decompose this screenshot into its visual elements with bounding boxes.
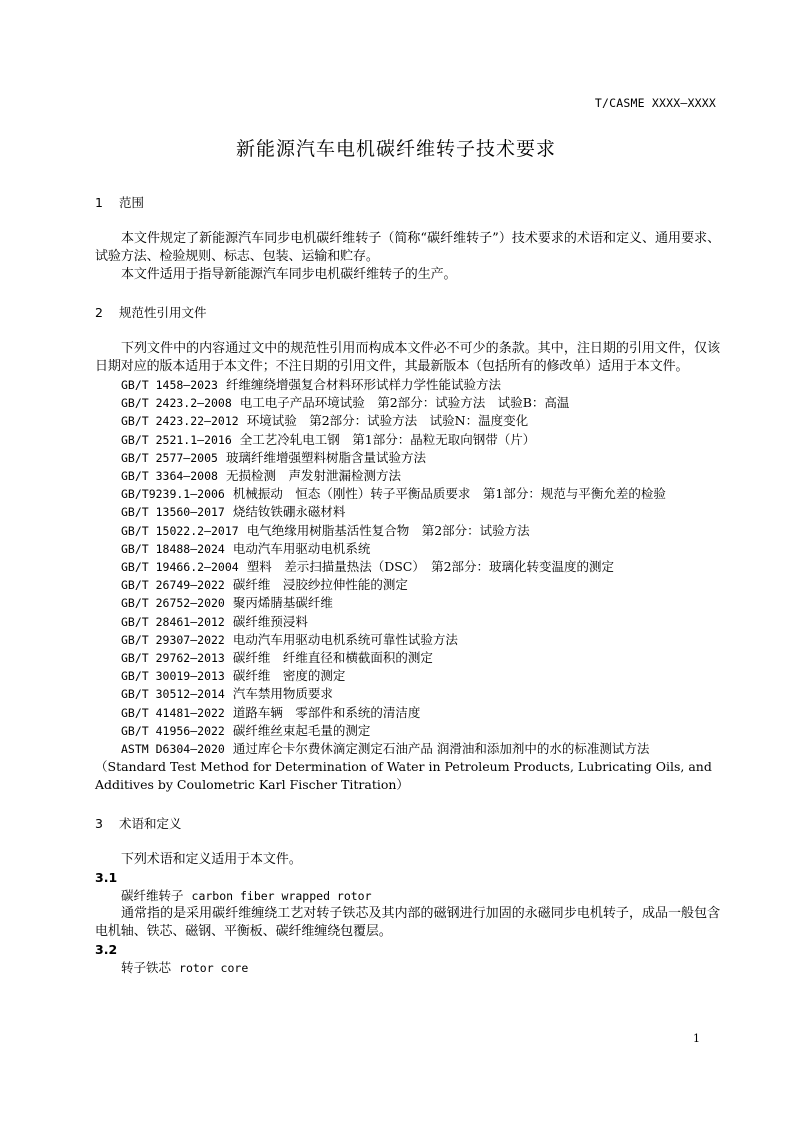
reference-title: 聚丙烯腈基碳纤维 [232, 595, 333, 611]
reference-code: GB/T 1458—2023 [121, 378, 218, 392]
document-body [95, 194, 720, 977]
reference-code: GB/T 26752—2020 [121, 596, 225, 611]
clause-number: 3.1 [95, 869, 118, 885]
reference-item [95, 576, 720, 594]
reference-code: GB/T 41481—2022 [121, 705, 225, 720]
reference-code: GB/T 2577—2005 [121, 450, 218, 465]
reference-code: GB/T 2423.2—2008 [121, 396, 232, 411]
scope-paragraph-2: 本文件适用于指导新能源汽车同步电机碳纤维转子的生产。 [121, 267, 457, 282]
scope-paragraph-1: 本文件规定了新能源汽车同步电机碳纤维转子（简称“碳纤维转子”）技术要求的术语和定义、通用要求、试验方法、检验规则、标志、包装、运输和贮存。 [95, 231, 720, 264]
reference-item [95, 431, 720, 449]
reference-code: GB/T 19466.2—2004 [121, 560, 239, 575]
reference-title: 玻璃纤维增强塑料树脂含量试验方法 [225, 449, 426, 465]
term-entry [95, 887, 720, 905]
reference-code: GB/T 41956—2022 [121, 723, 225, 738]
normative-intro: 下列文件中的内容通过文中的规范性引用而构成本文件必不可少的条款。其中，注日期的引用文件，仅该日期对应的版本适用于本文件；不注日期的引用文件，其最新版本（包括所有的修改单）适用于本文件。 [95, 341, 720, 374]
reference-item [95, 467, 720, 485]
reference-item [95, 722, 720, 740]
reference-code: GB/T 2423.22—2012 [121, 414, 239, 429]
reference-title: 烧结钕铁硼永磁材料 [232, 504, 346, 520]
reference-title: 电动汽车用驱动电机系统 [232, 540, 371, 556]
reference-code: GB/T 30512—2014 [121, 687, 225, 702]
reference-code: GB/T 15022.2—2017 [121, 523, 239, 538]
section-title: 规范性引用文件 [118, 305, 207, 320]
reference-code: GB/T 26749—2022 [121, 578, 225, 593]
reference-title: 碳纤维预浸料 [232, 613, 308, 629]
reference-title: 机械振动 恒态（刚性）转子平衡品质要求 第1部分：规范与平衡允差的检验 [232, 486, 666, 502]
reference-title: 碳纤维 纤维直径和横截面积的测定 [232, 650, 433, 666]
section-heading-terms-definitions [95, 815, 720, 833]
reference-title: 碳纤维 浸胶纱拉伸性能的测定 [232, 577, 408, 593]
reference-code: GB/T 28461—2012 [121, 614, 225, 629]
reference-list [95, 376, 720, 795]
reference-code: GB/T 29762—2013 [121, 651, 225, 666]
reference-title: 纤维缠绕增强复合材料环形试样力学性能试验方法 [225, 377, 501, 392]
section-heading-scope [95, 194, 720, 212]
reference-item [95, 503, 720, 521]
reference-item [95, 558, 720, 576]
clause-number: 3.2 [95, 941, 118, 957]
reference-title: 汽车禁用物质要求 [232, 686, 333, 702]
reference-item [95, 740, 720, 795]
section-title: 术语和定义 [118, 815, 182, 831]
terms-intro: 下列术语和定义适用于本文件。 [121, 851, 302, 867]
reference-code: GB/T 13560—2017 [121, 505, 225, 520]
reference-code: GB/T 18488—2024 [121, 541, 225, 556]
document-title: 新能源汽车电机碳纤维转子技术要求 [235, 138, 556, 160]
reference-item [95, 667, 720, 685]
reference-title: 环境试验 第2部分：试验方法 试验N：温度变化 [246, 413, 529, 429]
reference-item [95, 685, 720, 703]
reference-item [95, 522, 720, 540]
term-english: carbon fiber wrapped rotor [191, 888, 372, 903]
page-number: 1 [693, 1032, 700, 1045]
section-number: 3 [95, 815, 103, 831]
reference-title: 电动汽车用驱动电机系统可靠性试验方法 [232, 631, 458, 647]
reference-code: GB/T9239.1—2006 [121, 487, 225, 502]
reference-code: GB/T 29307—2022 [121, 632, 225, 647]
reference-title: 塑料 差示扫描量热法（DSC） 第2部分：玻璃化转变温度的测定 [246, 559, 615, 575]
term-entry [95, 959, 720, 977]
section-title: 范围 [118, 195, 144, 210]
reference-title: 通过库仑卡尔费休滴定测定石油产品 润滑油和添加剂中的水的标准测试方法（Standard Test Method for Determination of Water in Petroleum Products, Lubricating Oils, and Additives by Coulometric Karl Fischer Titration） [95, 741, 712, 793]
reference-title: 无损检测 声发射泄漏检测方法 [225, 468, 401, 484]
reference-code: GB/T 30019—2013 [121, 669, 225, 684]
reference-item [95, 631, 720, 649]
reference-item [95, 449, 720, 467]
reference-title: 碳纤维 密度的测定 [232, 668, 346, 684]
reference-item [95, 394, 720, 412]
reference-title: 电气绝缘用树脂基活性复合物 第2部分：试验方法 [246, 522, 530, 538]
term-definition: 通常指的是采用碳纤维缠绕工艺对转子铁芯及其内部的磁钢进行加固的永磁同步电机转子，成品一般包含电机轴、铁芯、磁钢、平衡板、碳纤维缠绕包覆层。 [95, 905, 720, 939]
section-number: 2 [95, 305, 103, 320]
reference-code: ASTM D6304—2020 [121, 742, 225, 757]
reference-code: GB/T 3364—2008 [121, 469, 218, 484]
reference-item [95, 485, 720, 503]
reference-title: 道路车辆 零部件和系统的清洁度 [232, 704, 421, 720]
reference-title: 全工艺冷轧电工钢 第1部分：晶粒无取向钢带（片） [239, 431, 536, 447]
term-english: rotor core [179, 960, 249, 975]
term-chinese: 转子铁芯 [121, 959, 172, 975]
reference-item [95, 594, 720, 612]
reference-title: 电工电子产品环境试验 第2部分：试验方法 试验B：高温 [239, 395, 570, 411]
reference-item [95, 704, 720, 722]
document-code: T/CASME XXXX—XXXX [594, 96, 716, 110]
reference-item [95, 412, 720, 430]
reference-item [95, 613, 720, 631]
section-number: 1 [95, 195, 103, 210]
reference-item [95, 376, 720, 394]
reference-item [95, 649, 720, 667]
reference-title: 碳纤维丝束起毛量的测定 [232, 722, 371, 738]
reference-code: GB/T 2521.1—2016 [121, 432, 232, 447]
reference-item [95, 540, 720, 558]
section-heading-normative-references [95, 304, 720, 322]
term-chinese: 碳纤维转子 [121, 887, 184, 903]
